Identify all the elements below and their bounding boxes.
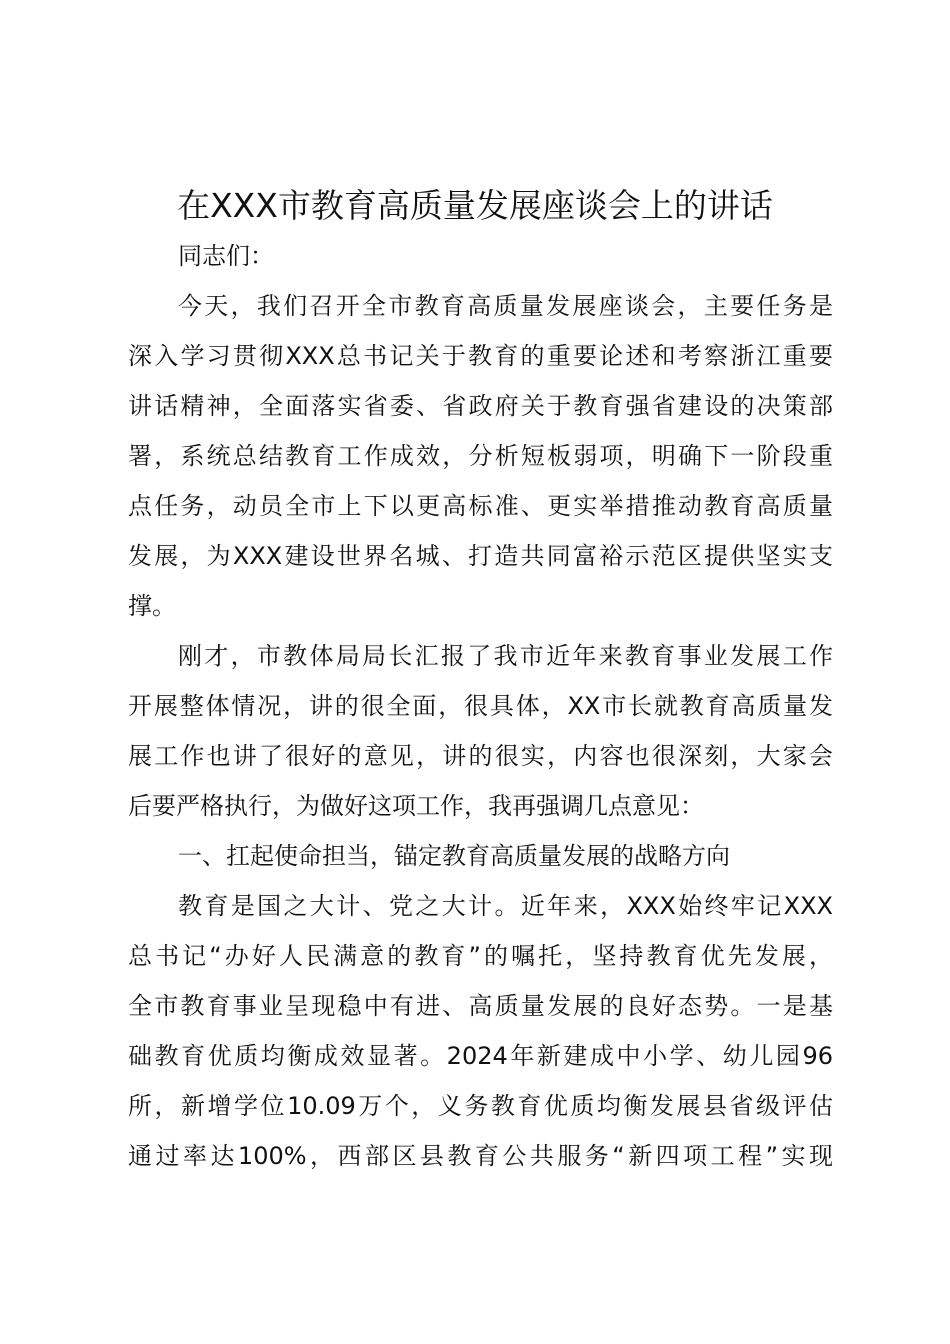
paragraph-line: 教育是国之大计、党之大计。近年来，XXX始终牢记XXX: [178, 892, 833, 920]
section-heading: 一、扛起使命担当，锚定教育高质量发展的战略方向: [178, 842, 730, 870]
paragraph-line: 展工作也讲了很好的意见，讲的很实，内容也很深刻，大家会: [128, 742, 833, 770]
paragraph-line: 总书记“办好人民满意的教育”的嘱托，坚持教育优先发展，: [128, 942, 833, 970]
paragraph-line: 后要严格执行，为做好这项工作，我再强调几点意见：: [128, 792, 704, 820]
salutation-line: 同志们：: [178, 242, 274, 270]
paragraph-line: 撑。: [128, 592, 176, 620]
paragraph-line: 刚才，市教体局局长汇报了我市近年来教育事业发展工作: [178, 642, 833, 670]
paragraph-line: 所，新增学位10.09万个，义务教育优质均衡发展县省级评估: [128, 1092, 833, 1120]
paragraph-line: 今天，我们召开全市教育高质量发展座谈会，主要任务是: [178, 292, 833, 320]
paragraph-line: 深入学习贯彻XXX总书记关于教育的重要论述和考察浙江重要: [128, 342, 833, 370]
paragraph-line: 点任务，动员全市上下以更高标准、更实举措推动教育高质量: [128, 492, 833, 520]
paragraph-line: 开展整体情况，讲的很全面，很具体，XX市长就教育高质量发: [128, 692, 833, 720]
paragraph-line: 发展，为XXX建设世界名城、打造共同富裕示范区提供坚实支: [128, 542, 833, 570]
paragraph-line: 通过率达100%，西部区县教育公共服务“新四项工程”实现: [128, 1142, 833, 1170]
document-body: [128, 231, 833, 1181]
paragraph-line: 署，系统总结教育工作成效，分析短板弱项，明确下一阶段重: [128, 442, 833, 470]
paragraph-line: 础教育优质均衡成效显著。2024年新建成中小学、幼儿园96: [128, 1042, 833, 1070]
document-title: 在XXX市教育高质量发展座谈会上的讲话: [177, 186, 773, 225]
paragraph-line: 全市教育事业呈现稳中有进、高质量发展的良好态势。一是基: [128, 992, 833, 1020]
paragraph-line: 讲话精神，全面落实省委、省政府关于教育强省建设的决策部: [128, 392, 833, 420]
